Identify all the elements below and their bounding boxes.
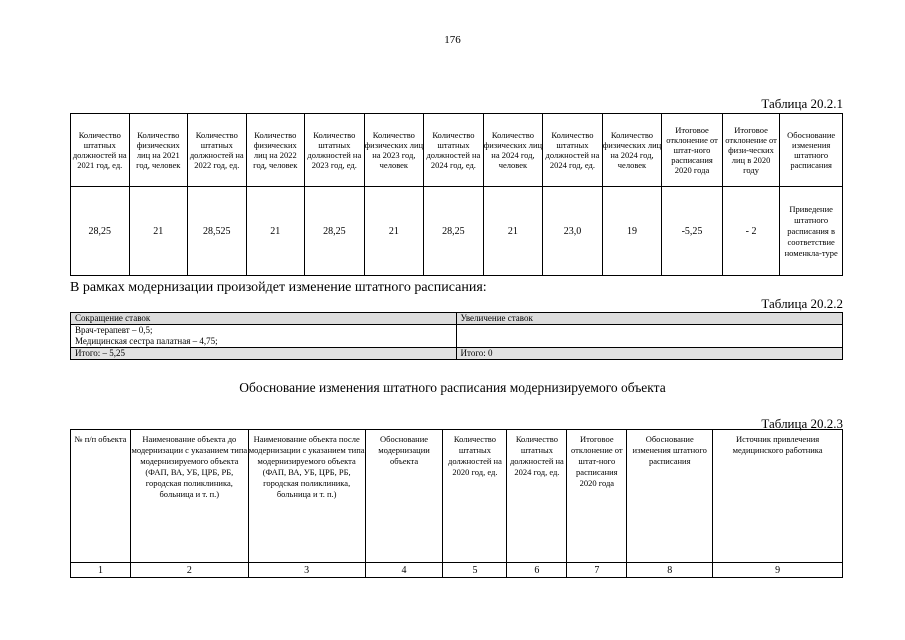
table-row: [71, 187, 843, 276]
column-header: Количество штатных должностей на 2020 год, ед.: [443, 430, 507, 563]
column-header: Количество физических лиц на 2024 год, человек: [602, 114, 662, 187]
table-cell: 21: [246, 187, 305, 276]
column-header: Количество штатных должностей на 2023 год, ед.: [305, 114, 365, 187]
column-number: 1: [71, 563, 131, 578]
column-number: 4: [365, 563, 443, 578]
column-header: Количество штатных должностей на 2021 год, ед.: [71, 114, 130, 187]
column-header: Количество физических лиц на 2024 год, человек: [483, 114, 543, 187]
page-number: 176: [444, 34, 461, 46]
table-cell: [456, 325, 843, 348]
column-header: № п/п объекта: [71, 430, 131, 563]
table-cell: [71, 325, 457, 348]
list-item: Врач-терапевт – 0,5;: [75, 325, 153, 335]
column-header: Количество физических лиц на 2023 год, человек: [364, 114, 424, 187]
table-cell: 28,25: [305, 187, 365, 276]
column-header: Количество штатных должностей на 2024 год, ед.: [507, 430, 567, 563]
table-cell: 21: [483, 187, 543, 276]
section-heading: Обоснование изменения штатного расписания модернизируемого объекта: [239, 380, 666, 395]
column-header: Количество штатных должностей на 2024 год, ед.: [543, 114, 603, 187]
column-header: Итоговое отклонение от штат-ного расписания 2020 года: [662, 114, 723, 187]
table3-caption: Таблица 20.2.3: [761, 416, 843, 431]
list-item: Медицинская сестра палатная – 4,75;: [75, 336, 218, 346]
table1-caption: Таблица 20.2.1: [761, 96, 843, 111]
column-header: Итоговое отклонение от физи-ческих лиц в 2020 году: [722, 114, 780, 187]
table-cell: 21: [129, 187, 188, 276]
column-number: 7: [567, 563, 627, 578]
table-cell: 19: [602, 187, 662, 276]
justification-table: [70, 429, 843, 578]
table-cell: - 2: [722, 187, 780, 276]
column-header: Итоговое отклонение от штат-ного расписания 2020 года: [567, 430, 627, 563]
column-number: 9: [713, 563, 843, 578]
rate-changes-table: [70, 312, 843, 360]
table-header-row: [71, 313, 843, 325]
table-cell: 28,25: [71, 187, 130, 276]
intro-text: В рамках модернизации произойдет изменение штатного расписания:: [70, 280, 487, 295]
table-header-row: [71, 430, 843, 563]
column-header: Количество физических лиц на 2022 год, человек: [246, 114, 305, 187]
table-row: [71, 563, 843, 578]
column-number: 3: [248, 563, 365, 578]
column-number: 8: [627, 563, 713, 578]
table-row: [71, 325, 843, 348]
column-header: Обоснование изменения штатного расписания: [780, 114, 843, 187]
column-number: 6: [507, 563, 567, 578]
staffing-table: [70, 113, 843, 276]
column-header: Обоснование изменения штатного расписания: [627, 430, 713, 563]
column-header: Увеличение ставок: [456, 313, 843, 325]
column-header: Количество штатных должностей на 2024 год, ед.: [424, 114, 484, 187]
column-header: Источник привлечения медицинского работника: [713, 430, 843, 563]
column-header: Сокращение ставок: [71, 313, 457, 325]
total-cell: Итого: 0: [456, 348, 843, 360]
column-header: Наименование объекта после модернизации с указанием типа модернизируемого объекта (ФАП, ВА, УБ, ЦРБ, РБ, городская поликлиника, больница и т. п.): [248, 430, 365, 563]
column-number: 5: [443, 563, 507, 578]
total-cell: Итого: – 5,25: [71, 348, 457, 360]
total-row: [71, 348, 843, 360]
table-cell: Приведение штатного расписания в соответствие номенкла-туре: [780, 187, 843, 276]
table-cell: 21: [364, 187, 424, 276]
table-cell: 23,0: [543, 187, 603, 276]
column-header: Количество физических лиц на 2021 год, человек: [129, 114, 188, 187]
table-cell: 28,525: [188, 187, 247, 276]
column-header: Наименование объекта до модернизации с указанием типа модернизируемого объекта (ФАП, ВА, УБ, ЦРБ, РБ, городская поликлиника, больница и т. п.): [130, 430, 248, 563]
table-cell: 28,25: [424, 187, 484, 276]
column-header: Обоснование модернизации объекта: [365, 430, 443, 563]
column-number: 2: [130, 563, 248, 578]
table-header-row: [71, 114, 843, 187]
table2-caption: Таблица 20.2.2: [761, 296, 843, 311]
column-header: Количество штатных должностей на 2022 год, ед.: [188, 114, 247, 187]
table-cell: -5,25: [662, 187, 723, 276]
